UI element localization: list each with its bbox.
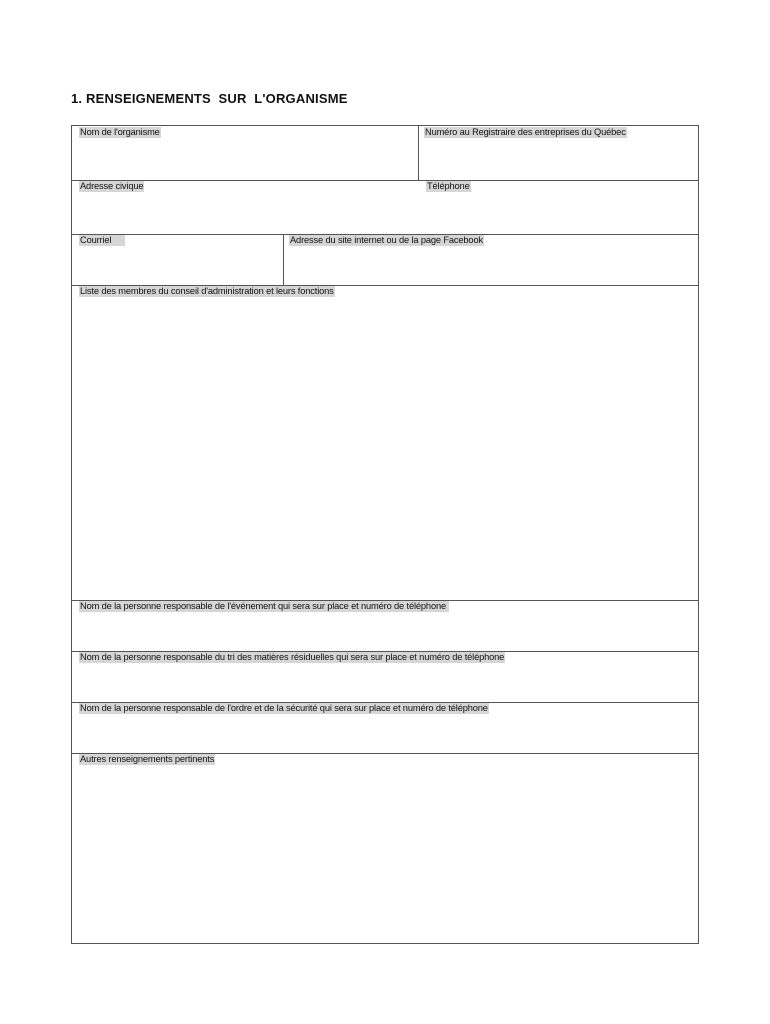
numero-registraire-field[interactable] (419, 126, 700, 180)
telephone-label: Téléphone (427, 181, 470, 191)
telephone-field[interactable] (419, 181, 700, 234)
numero-registraire-label: Numéro au Registraire des entreprises du Québec (425, 127, 626, 137)
responsable-tri-field[interactable] (72, 652, 700, 702)
responsable-securite-label: Nom de la personne responsable de l'ordre et de la sécurité qui sera sur place et numéro de téléphone (80, 703, 488, 713)
responsable-evenement-field[interactable] (72, 601, 700, 651)
responsable-evenement-label: Nom de la personne responsable de l'événement qui sera sur place et numéro de téléphone (80, 601, 449, 611)
site-internet-field[interactable] (284, 235, 700, 285)
membres-conseil-label: Liste des membres du conseil d'administration et leurs fonctions (80, 286, 334, 296)
site-internet-label: Adresse du site internet ou de la page Facebook (290, 235, 483, 245)
responsable-tri-label: Nom de la personne responsable du tri des matières résiduelles qui sera sur place et numéro de téléphone (80, 652, 505, 662)
courriel-label: Courriel (80, 235, 124, 245)
membres-conseil-field[interactable] (72, 286, 700, 600)
adresse-civique-label: Adresse civique (80, 181, 144, 191)
adresse-civique-field[interactable] (72, 181, 418, 234)
autres-renseignements-field[interactable] (72, 754, 700, 943)
nom-organisme-field[interactable] (72, 126, 418, 180)
responsable-securite-field[interactable] (72, 703, 700, 753)
section-title: 1. RENSEIGNEMENTS SUR L'ORGANISME (71, 91, 348, 106)
organization-form (71, 125, 699, 944)
autres-renseignements-label: Autres renseignements pertinents (80, 754, 215, 764)
nom-organisme-label: Nom de l'organisme (80, 127, 160, 137)
courriel-field[interactable] (72, 235, 283, 285)
